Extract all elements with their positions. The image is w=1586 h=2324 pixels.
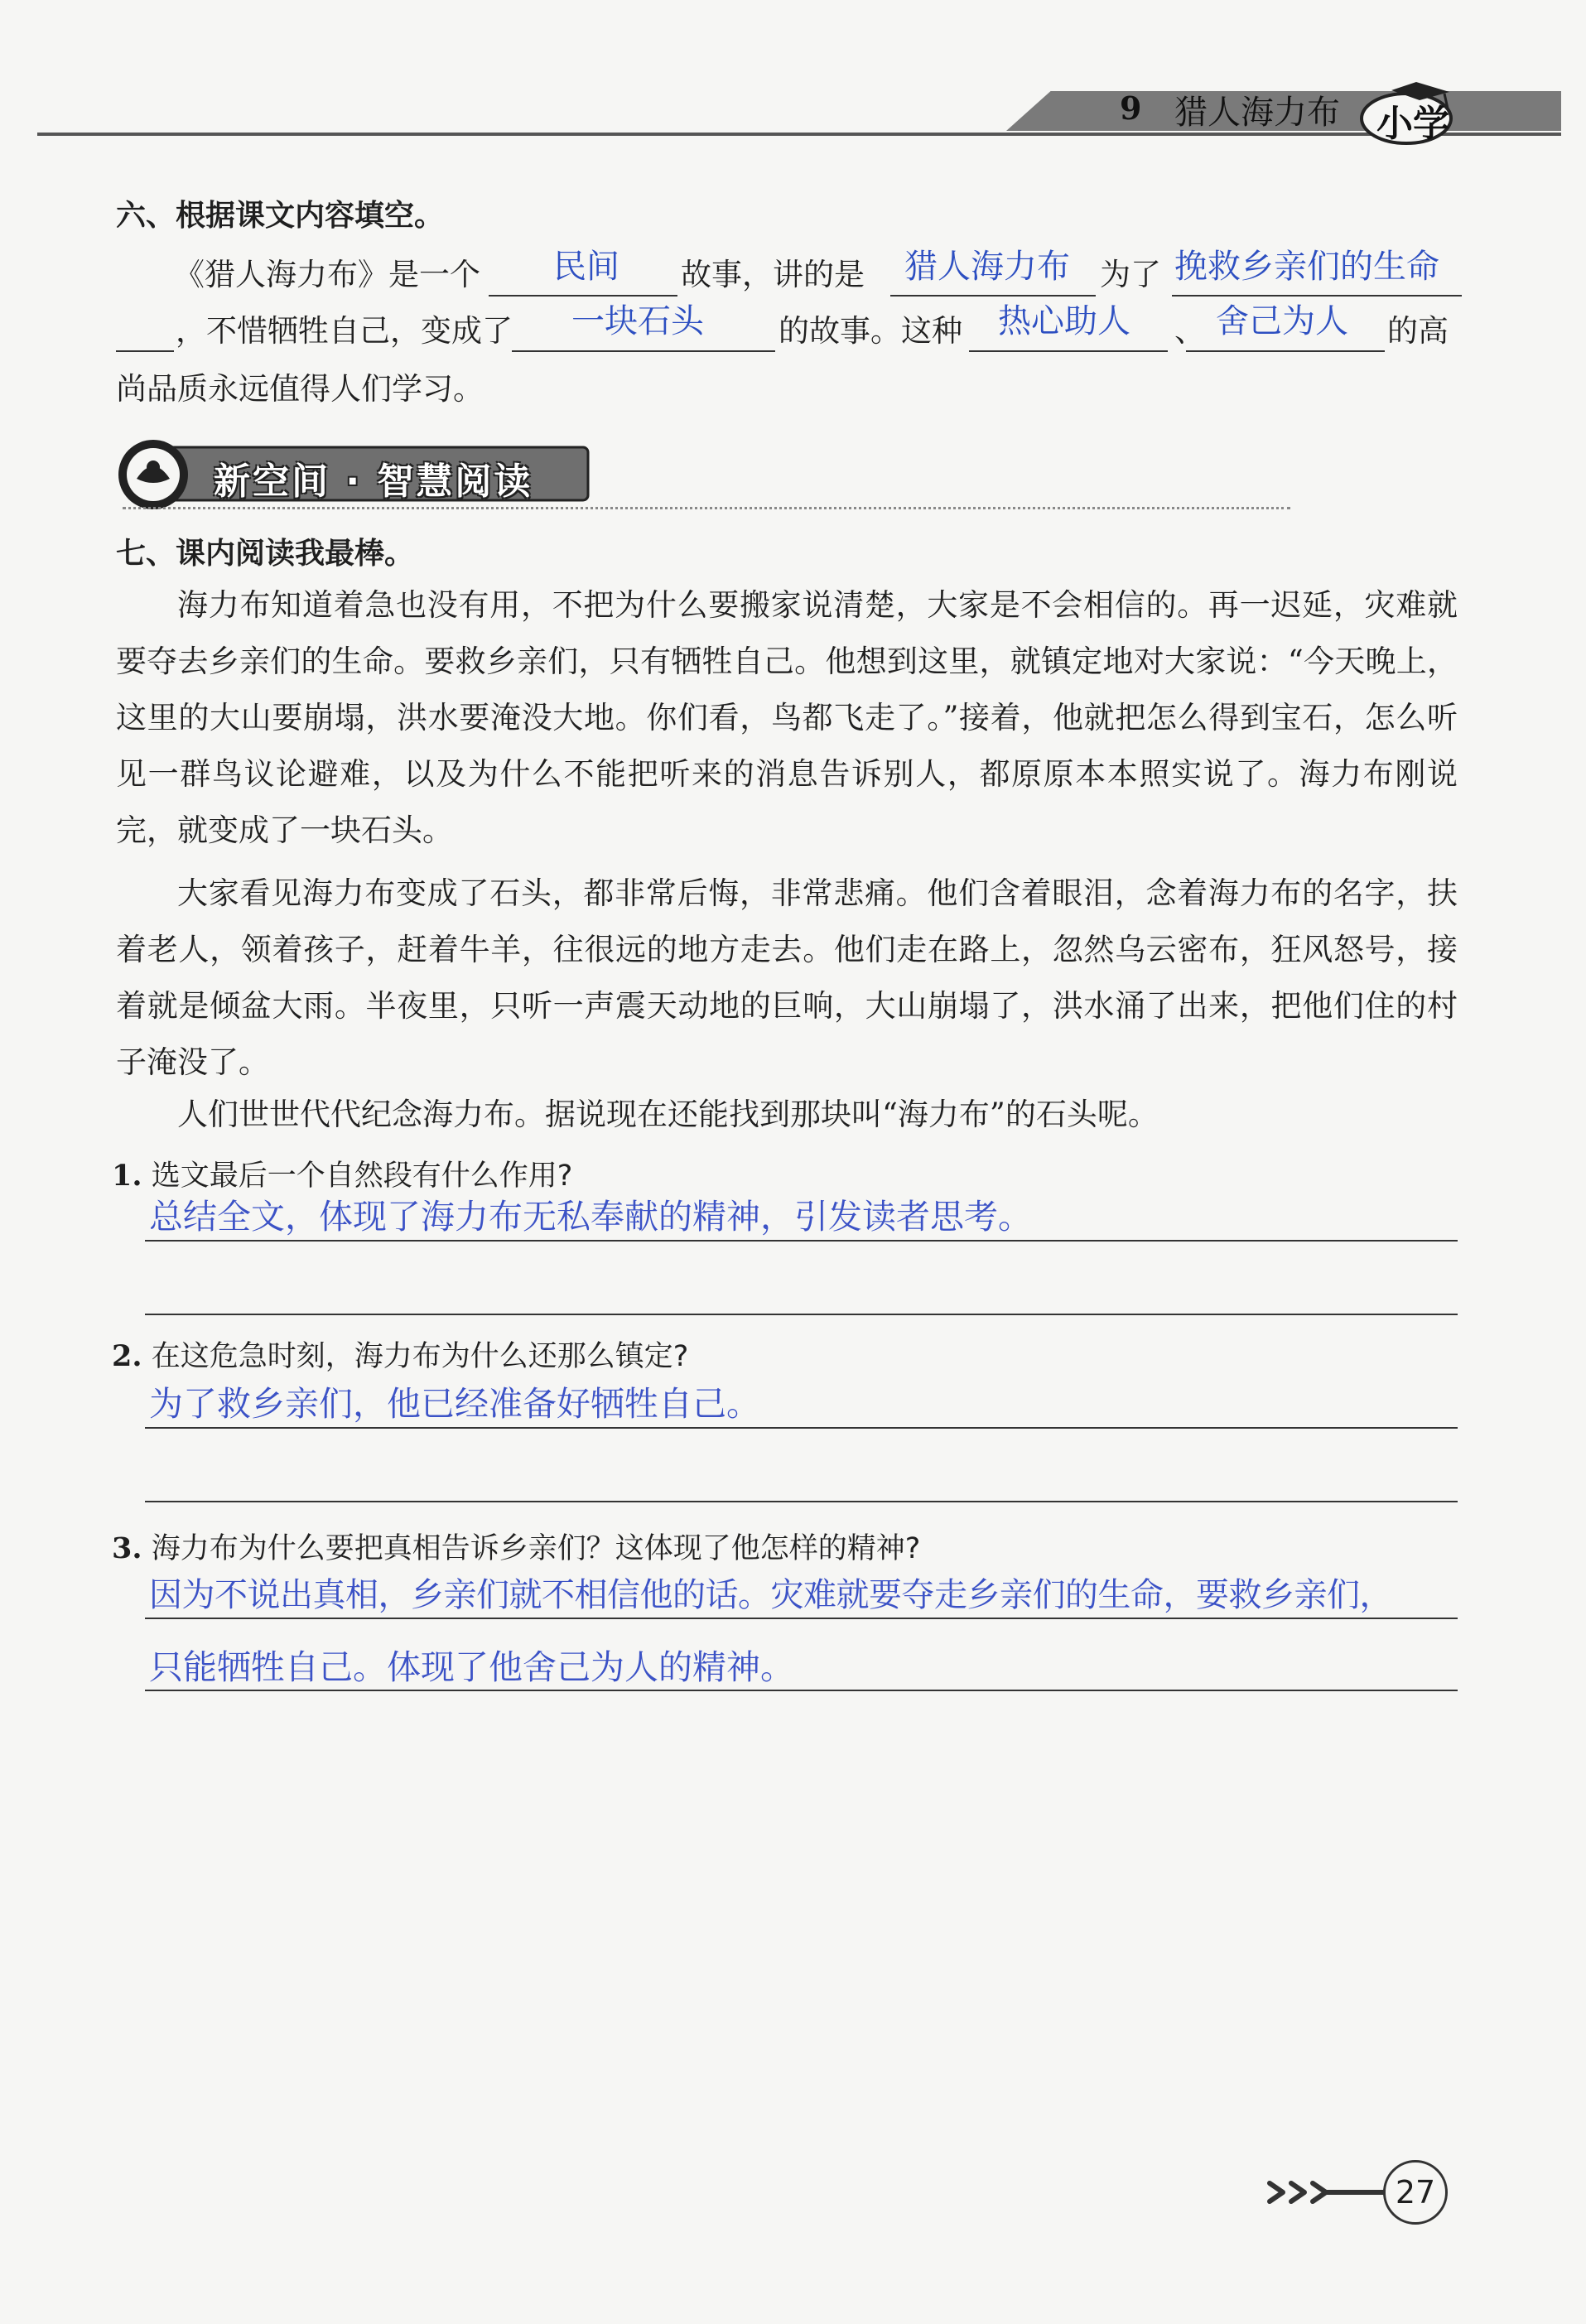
question-number: 2. — [112, 1339, 142, 1373]
passage-paragraph-2: 大家看见海力布变成了石头，都非常后悔，非常悲痛。他们含着眼泪，念着海力布的名字，扶着老人，领着孩子，赶着牛羊，往很远的地方走去。他们走在路上，忽然乌云密布，狂风怒号，接着就是倾盆大雨。半夜里，只听一声震天动地的巨响，大山崩塌了，洪水涌了出来，把他们住的村子淹没了。 — [116, 875, 1458, 1080]
question-number: 3. — [112, 1531, 142, 1565]
s6-text-3: 为了 — [1100, 257, 1161, 292]
answer-1: 民间 — [553, 248, 619, 286]
blank-6 — [1186, 350, 1385, 352]
lesson-title: 猎人海力布 — [1174, 94, 1340, 132]
passage-paragraph-3: 人们世世代代纪念海力布。据说现在还能找到那块叫“海力布”的石头呢。 — [177, 1097, 1159, 1132]
passage-paragraph-1: 海力布知道着急也没有用，不把为什么要搬家说清楚，大家是不会相信的。再一迟延，灾难就要夺去乡亲们的生命。要救乡亲们，只有牺牲自己。他想到这里，就镇定地对大家说：“今天晚上，这里的大山要崩塌，洪水要淹没大地。你们看，鸟都飞走了。”接着，他就把怎么得到宝石，怎么听见一群鸟议论避难，以及为什么不能把听来的消息告诉别人，都原原本本照实说了。海力布刚说完，就变成了一块石头。 — [116, 587, 1458, 848]
question-text: 海力布为什么要把真相告诉乡亲们？这体现了他怎样的精神? — [151, 1532, 921, 1565]
answer-3: 挽救乡亲们的生命 — [1174, 248, 1439, 286]
badge-label: 小学 — [1376, 103, 1449, 145]
answer-2: 猎人海力布 — [904, 248, 1070, 286]
section7-heading: 七、课内阅读我最棒。 — [116, 537, 415, 571]
question-1 — [112, 1153, 572, 1194]
answer-rule — [145, 1690, 1458, 1691]
s6-text-1: 《猎人海力布》是一个 — [174, 257, 480, 292]
answer-4: 一块石头 — [571, 302, 704, 340]
answer-5: 热心助人 — [998, 302, 1130, 340]
answer-rule — [145, 1427, 1458, 1429]
question-3-answer-line-2: 只能牺牲自己。体现了他舍己为人的精神。 — [149, 1647, 794, 1687]
question-text: 选文最后一个自然段有什么作用? — [151, 1160, 573, 1193]
page-number: 27 — [1383, 2160, 1448, 2225]
s6-text-5: 的故事。这种 — [779, 313, 962, 349]
s6-text-2: 故事，讲的是 — [681, 257, 865, 292]
s6-text-4: ，不惜牺牲自己，变成了 — [176, 313, 513, 349]
blank-4 — [512, 350, 775, 352]
question-2-answer-line-1: 为了救乡亲们，他已经准备好牺牲自己。 — [149, 1384, 760, 1424]
s6-text-8: 尚品质永远值得人们学习。 — [116, 371, 484, 407]
answer-rule — [145, 1618, 1458, 1619]
answer-rule — [145, 1501, 1458, 1502]
lesson-number: 9 — [1120, 89, 1142, 127]
answer-rule — [145, 1240, 1458, 1242]
arrows-icon — [1263, 2172, 1387, 2213]
banner-label: 新空间 · 智慧阅读 — [214, 460, 533, 503]
question-number: 1. — [112, 1159, 142, 1193]
blank-3-continued — [116, 350, 174, 352]
answer-rule — [145, 1314, 1458, 1315]
section6-heading: 六、根据课文内容填空。 — [116, 199, 445, 233]
blank-5 — [969, 350, 1168, 352]
answer-6: 舍己为人 — [1216, 302, 1348, 340]
s6-text-6: 、 — [1174, 313, 1205, 349]
question-3-answer-line-1: 因为不说出真相，乡亲们就不相信他的话。灾难就要夺走乡亲们的生命，要救乡亲们， — [149, 1576, 1392, 1614]
question-text: 在这危急时刻，海力布为什么还那么镇定? — [151, 1340, 689, 1373]
question-3 — [112, 1526, 920, 1567]
question-2 — [112, 1333, 688, 1375]
banner-dotted-rule — [123, 507, 1290, 509]
question-1-answer-line-1: 总结全文，体现了海力布无私奉献的精神，引发读者思考。 — [149, 1197, 1032, 1237]
s6-text-7: 的高 — [1387, 313, 1449, 349]
